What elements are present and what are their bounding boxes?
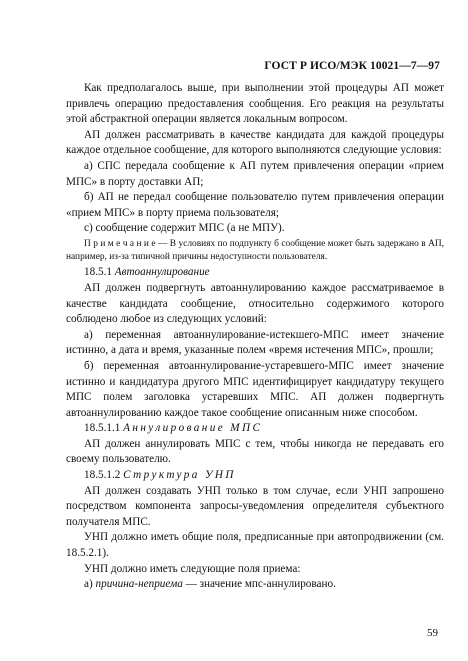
document-body xyxy=(66,81,444,593)
section-heading-18-5-1-1 xyxy=(66,421,444,437)
section-title: Аннулирование МПС xyxy=(123,422,263,435)
item-prefix: а) xyxy=(84,578,96,591)
paragraph: Как предполагалось выше, при выполнении этой процедуры АП может привлечь операцию предоставления сообщения. Его реакция на результаты этой абстрактной операции является локальным вопросом. xyxy=(66,82,444,126)
document-header: ГОСТ Р ИСО/МЭК 10021—7—97 xyxy=(264,60,440,72)
paragraph: АП должен создавать УНП только в том случае, если УНП запрошено посредством компонента запросы-уведомления определителя субъектного получателя МПС. xyxy=(66,484,444,528)
note-paragraph xyxy=(66,238,444,264)
section-number: 18.5.1.2 xyxy=(84,469,124,482)
section-title: Автоаннулирование xyxy=(114,266,210,279)
list-item: б) переменная автоаннулирование-устаревшего-МПС имеет значение истинно и кандидатура другого МПС идентифицирует кандидатуру текущего МПС полем заголовка устаревших МПС. АП должен подвергнуть автоаннулированию каждое такое сообщение описанным ниже способом. xyxy=(66,359,444,419)
list-item: а) СПС передала сообщение к АП путем привлечения операции «прием МПС» в порту доставки АП; xyxy=(66,159,444,188)
section-number: 18.5.1.1 xyxy=(84,422,124,435)
section-heading-18-5-1-2 xyxy=(66,468,444,484)
paragraph: АП должен рассматривать в качестве кандидата для каждой процедуры каждое отдельное сообщение, для которого выполняются следующие условия: xyxy=(66,128,444,157)
page-number: 59 xyxy=(427,627,438,639)
note-label: П р и м е ч а н и е xyxy=(84,238,156,249)
section-number: 18.5.1 xyxy=(84,266,115,279)
list-item: а) переменная автоаннулирование-истекшего-МПС имеет значение истинно, а дата и время, указанные полем «время истечения МПС», прошли; xyxy=(66,328,444,357)
note-text: — В условиях по подпункту б сообщение может быть задержано в АП, например, из-за типичной причины недоступности пользователя. xyxy=(66,238,444,263)
paragraph: УНП должно иметь следующие поля приема: xyxy=(84,562,301,575)
paragraph: УНП должно иметь общие поля, предписанные при автопродвижении (см. 18.5.2.1). xyxy=(66,531,444,560)
paragraph: АП должен подвергнуть автоаннулированию каждое рассматриваемое в качестве кандидата сообщение, относительно содержимого которого соблюдено любое из следующих условий: xyxy=(66,281,444,326)
list-item: б) АП не передал сообщение пользователю путем привлечения операции «прием МПС» в порту приема пользователя; xyxy=(66,191,444,219)
item-term: причина-неприема xyxy=(95,578,183,591)
section-heading-18-5-1 xyxy=(66,265,444,281)
list-item: с) сообщение содержит МПС (а не МПУ). xyxy=(84,222,285,235)
list-item xyxy=(66,577,444,593)
item-text: — значение мпс-аннулировано. xyxy=(182,578,336,591)
section-title: Структура УНП xyxy=(123,469,236,482)
paragraph: АП должен аннулировать МПС с тем, чтобы никогда не передавать его своему пользователю. xyxy=(66,437,444,466)
